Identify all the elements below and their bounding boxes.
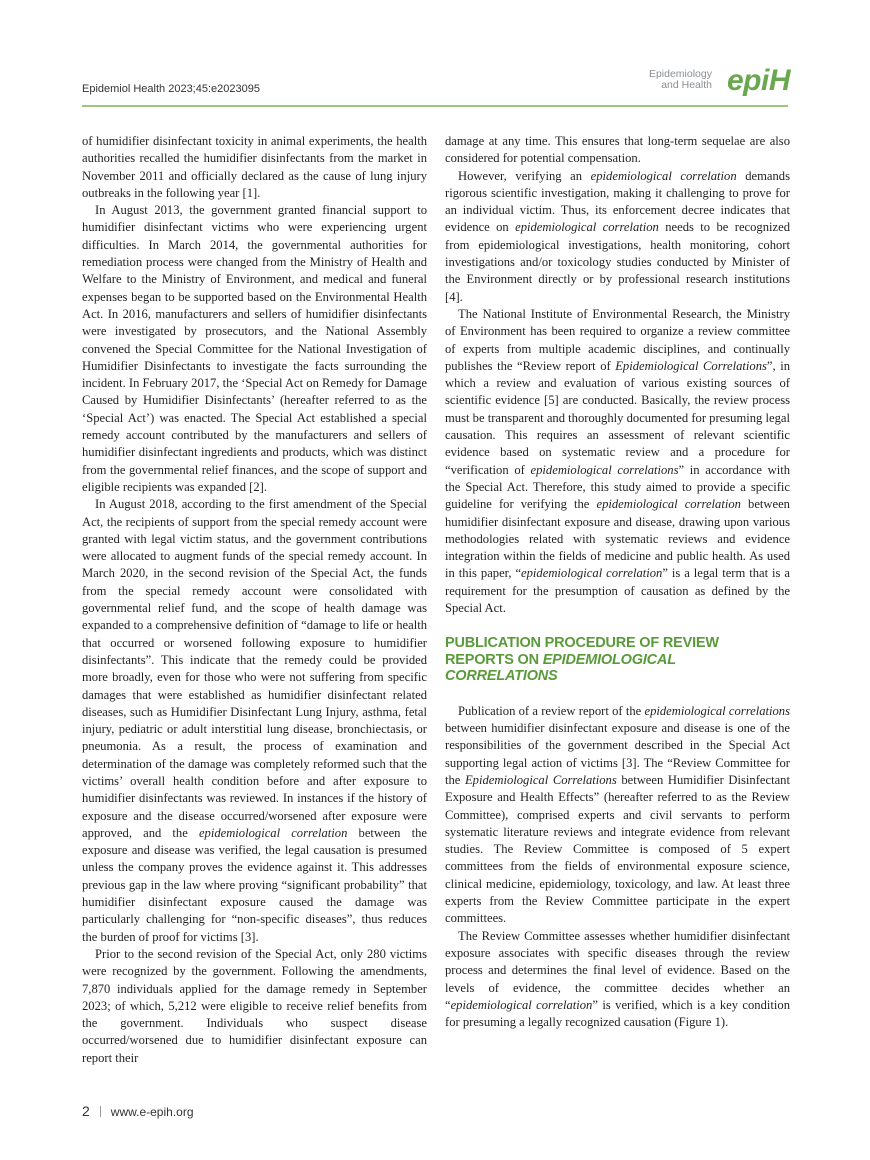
text-run: However, verifying an (458, 168, 591, 183)
paragraph: of humidifier disinfectant toxicity in animal experiments, the health authorities recalled the humidifier disinfectants from the market in November 2011 and officially declared as the cause of lung injury outbreaks in the following year [1]. (82, 134, 427, 200)
text-run: REPORTS ON (445, 651, 543, 668)
text-run: between the exposure and disease was verified, the legal causation is presumed unless the company proves the evidence against it. This addresses previous gap in the law where proving “significant probability” that humidifier disinfectant exposure caused the damage was particularly challenging for “non-specific diseases”, thus reduces the burden of proof for victims [3]. (82, 825, 427, 944)
paragraph (445, 703, 790, 928)
text-run: The Review Committee assesses whether humidifier disinfectant exposure associates with specific diseases through the review process and determines the final level of evidence. Based on the levels of evidence, the committee decides whether an “ (445, 928, 790, 1012)
page-footer (82, 1103, 194, 1121)
journal-logo-text (649, 69, 712, 91)
text-run: ” is a legal term that is a requirement for the presumption of causation as defined by the Special Act. (445, 566, 790, 616)
emphasis: epidemiological correlation (450, 997, 593, 1012)
emphasis: epidemiological correlations (644, 703, 791, 718)
emphasis: epidemiological correlations (530, 462, 679, 477)
paragraph (82, 496, 427, 946)
paragraph (445, 928, 790, 1032)
emphasis: Epidemiological Correlations (615, 358, 767, 373)
emphasis: epidemiological correlation (590, 168, 737, 183)
paragraph (445, 168, 790, 306)
paragraph: damage at any time. This ensures that long-term sequelae are also considered for potential compensation. (445, 134, 790, 166)
text-run: between humidifier disinfectant exposure and disease is one of the responsibilities of the government described in the Special Act supporting legal action of victims [3]. The “Review Committee for the (445, 721, 790, 787)
page-number: 2 (82, 1103, 90, 1119)
text-run: ” is verified, which is a key condition for presuming a legally recognized causation (Figure 1). (445, 997, 790, 1030)
paragraph: Prior to the second revision of the Special Act, only 280 victims were recognized by the government. Following the amendments, 7,870 individuals applied for the damage remedy in September 2023; of which, 5,212 were eligible to receive relief benefits from the government. Individuals who suspect disease occurred/worsened due to humidifier disinfectant exposure can report their (82, 946, 427, 1065)
emphasis: epidemiological correlation (596, 497, 741, 512)
text-run: The National Institute of Environmental Research, the Ministry of Environment has been required to organize a review committee of experts from multiple academic disciplines, and continually publishes the “Review report of (445, 306, 790, 373)
paragraph (445, 306, 790, 617)
left-column (82, 133, 427, 1067)
header-divider (82, 105, 788, 107)
text-run: between humidifier disinfectant exposure and disease, drawing upon various methodologies related with systematic reviews and evidence integration within the fields of medicine and public health. As used in this paper, “ (445, 497, 790, 581)
emphasis: EPIDEMIOLOGICAL CORRELATIONS (445, 651, 676, 685)
section-heading-line-2 (445, 652, 790, 685)
text-run: demands rigorous scientific investigation, making it challenging to prove for an individual victim. Thus, its enforcement decree indicates that evidence on (445, 168, 790, 235)
text-run: ” in accordance with the Special Act. Therefore, this study aimed to provide a specific guideline for verifying the (445, 462, 791, 512)
running-header-citation: Epidemiol Health 2023;45:e2023095 (82, 83, 260, 95)
section-heading-line-1: PUBLICATION PROCEDURE OF REVIEW (445, 635, 719, 652)
logo-line-2: and Health (661, 79, 712, 91)
emphasis: epidemiological correlation (198, 825, 348, 840)
section-heading (445, 635, 790, 685)
journal-logo (630, 66, 790, 102)
text-run: needs to be recognized from epidemiological investigations, health monitoring, cohort investigations and/or toxicology studies conducted by Minister of the Environment directly or by professional research institutions [4]. (445, 220, 790, 304)
emphasis: Epidemiological Correlations (464, 773, 617, 787)
journal-logo-mark: epiH (726, 64, 790, 97)
text-run: Publication of a review report of the (458, 703, 645, 718)
text-run: ”, in which a review and evaluation of various existing sources of scientific evidence [5] are conducted. Basically, the review process must be transparent and thoroughly documented for presuming legal causation. This requires an assessment of relevant scientific evidence based on systematic review and a procedure for “verification of (445, 358, 790, 477)
text-run: In August 2018, according to the first amendment of the Special Act, the recipients of support from the special remedy account were granted with legal victim status, and the government contributions were allocated to augment funds of the special remedy account. In March 2020, in the second revision of the Special Act, the funds from the special remedy account were consolidated with governmental relief fund, and the scope of health damage was expanded to a comprehensive definition of “damage to life or health that occurred or worsened following exposure to humidifier disinfectants”. This indicate that the remedy could be provided more broadly, even for those who were not suffering from specific damages that were established as humidifier disinfectant related diseases, such as Humidifier Disinfectant Lung Injury, asthma, fetal injury, pediatric or adult interstitial lung disease, bronchiectasis, or pneumonia. As a result, the process of examination and determination of the damage was completely reformed such that the victims’ overall health condition before and after exposure to humidifier disinfectants was reviewed. In instances if the history of exposure and the disease occurred/worsened after exposure were approved, and the (82, 497, 427, 840)
text-run: between Humidifier Disinfectant Exposure and Health Effects” (hereafter referred to as the Review Committee), comprised experts and civil servants to perform systematic literature reviews and integrate evidence from relevant studies. The Review Committee is composed of 5 expert committees from the fields of environmental exposure science, clinical medicine, epidemiology, toxicology, and law. At least three experts from the Review Committee participate in the expert committees. (445, 773, 790, 926)
logo-line-1: Epidemiology (648, 68, 712, 80)
footer-divider (100, 1106, 101, 1117)
emphasis: epidemiological correlation (515, 220, 659, 235)
right-column (445, 133, 790, 1031)
emphasis: epidemiological correlation (521, 566, 663, 581)
paragraph: In August 2013, the government granted financial support to humidifier disinfectant victims who were experiencing urgent difficulties. In March 2014, the governmental authorities for remediation process were changed from the Ministry of Health and Welfare to the Ministry of Environment, and medical and funeral expenses began to be supported based on the Environmental Health Act. In 2016, manufacturers and sellers of humidifier disinfectants were investigated by prosecutors, and the National Assembly convened the Special Committee for the National Investigation of Humidifier Disinfectants to investigate the facts surrounding the incident. In February 2017, the ‘Special Act on Remedy for Damage Caused by Humidifier Disinfectants’ (hereafter referred to as the ‘Special Act’) was enacted. The Special Act established a special remedy account contributed by the manufacturers and sellers of humidifier disinfectant ingredients and products, which was distinct from the governmental relief finances, and the scope of support and eligible recipients was expanded [2]. (82, 203, 427, 494)
journal-url[interactable]: www.e-epih.org (110, 1105, 194, 1119)
